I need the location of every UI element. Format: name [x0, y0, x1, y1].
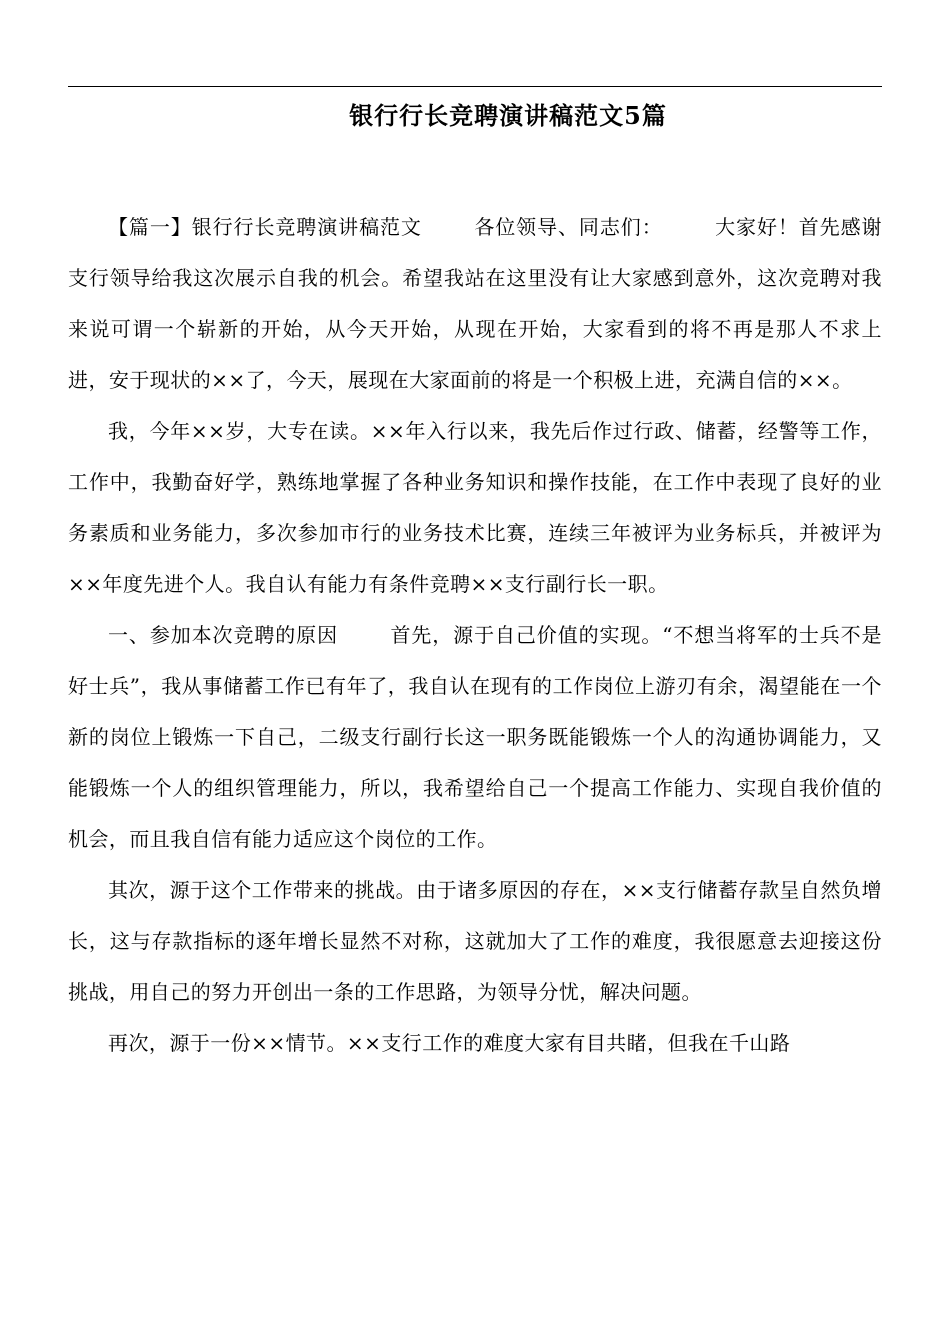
paragraph-4: 其次，源于这个工作带来的挑战。由于诸多原因的存在，××支行储蓄存款呈自然负增长，这与存款指标的逐年增长显然不对称，这就加大了工作的难度，我很愿意去迎接这份挑战，用自己的努力开创出一条的工作思路，为领导分忧，解决问题。: [68, 878, 882, 1004]
paragraph-3-body: 首先，源于自己价值的实现。“不想当将军的士兵不是好士兵”，我从事储蓄工作已有年了，我自认在现有的工作岗位上游刃有余，渴望能在一个新的岗位上锻炼一下自己，二级支行副行长这一职务既能锻炼一个人的沟通协调能力，又能锻炼一个人的组织管理能力，所以，我希望给自己一个提高工作能力、实现自我价值的机会，而且我自信有能力适应这个岗位的工作。: [68, 623, 882, 851]
paragraph-1-body: 大家好！首先感谢支行领导给我这次展示自我的机会。希望我站在这里没有让大家感到意外，这次竞聘对我来说可谓一个崭新的开始，从今天开始，从现在开始，大家看到的将不再是那人不求上进，安于现状的××了，今天，展现在大家面前的将是一个积极上进，充满自信的××。: [68, 215, 883, 392]
header-rule: [68, 86, 882, 87]
paragraph-1: [68, 202, 882, 406]
document-title: 银行行长竞聘演讲稿范文5篇: [349, 101, 667, 130]
paragraph-1-heading: 【篇一】银行行长竞聘演讲稿范文: [108, 215, 422, 239]
paragraph-3: [68, 610, 882, 865]
paragraph-2: 我，今年××岁，大专在读。××年入行以来，我先后作过行政、储蓄，经警等工作，工作中，我勤奋好学，熟练地掌握了各种业务知识和操作技能，在工作中表现了良好的业务素质和业务能力，多次参加市行的业务技术比赛，连续三年被评为业务标兵，并被评为××年度先进个人。我自认有能力有条件竞聘××支行副行长一职。: [68, 419, 882, 596]
paragraph-1-salutation: 各位领导、同志们：: [473, 215, 663, 239]
document-body: [68, 202, 882, 1069]
paragraph-3-heading: 一、参加本次竞聘的原因: [108, 623, 338, 647]
paragraph-5: 再次，源于一份××情节。××支行工作的难度大家有目共睹，但我在千山路: [108, 1031, 791, 1055]
